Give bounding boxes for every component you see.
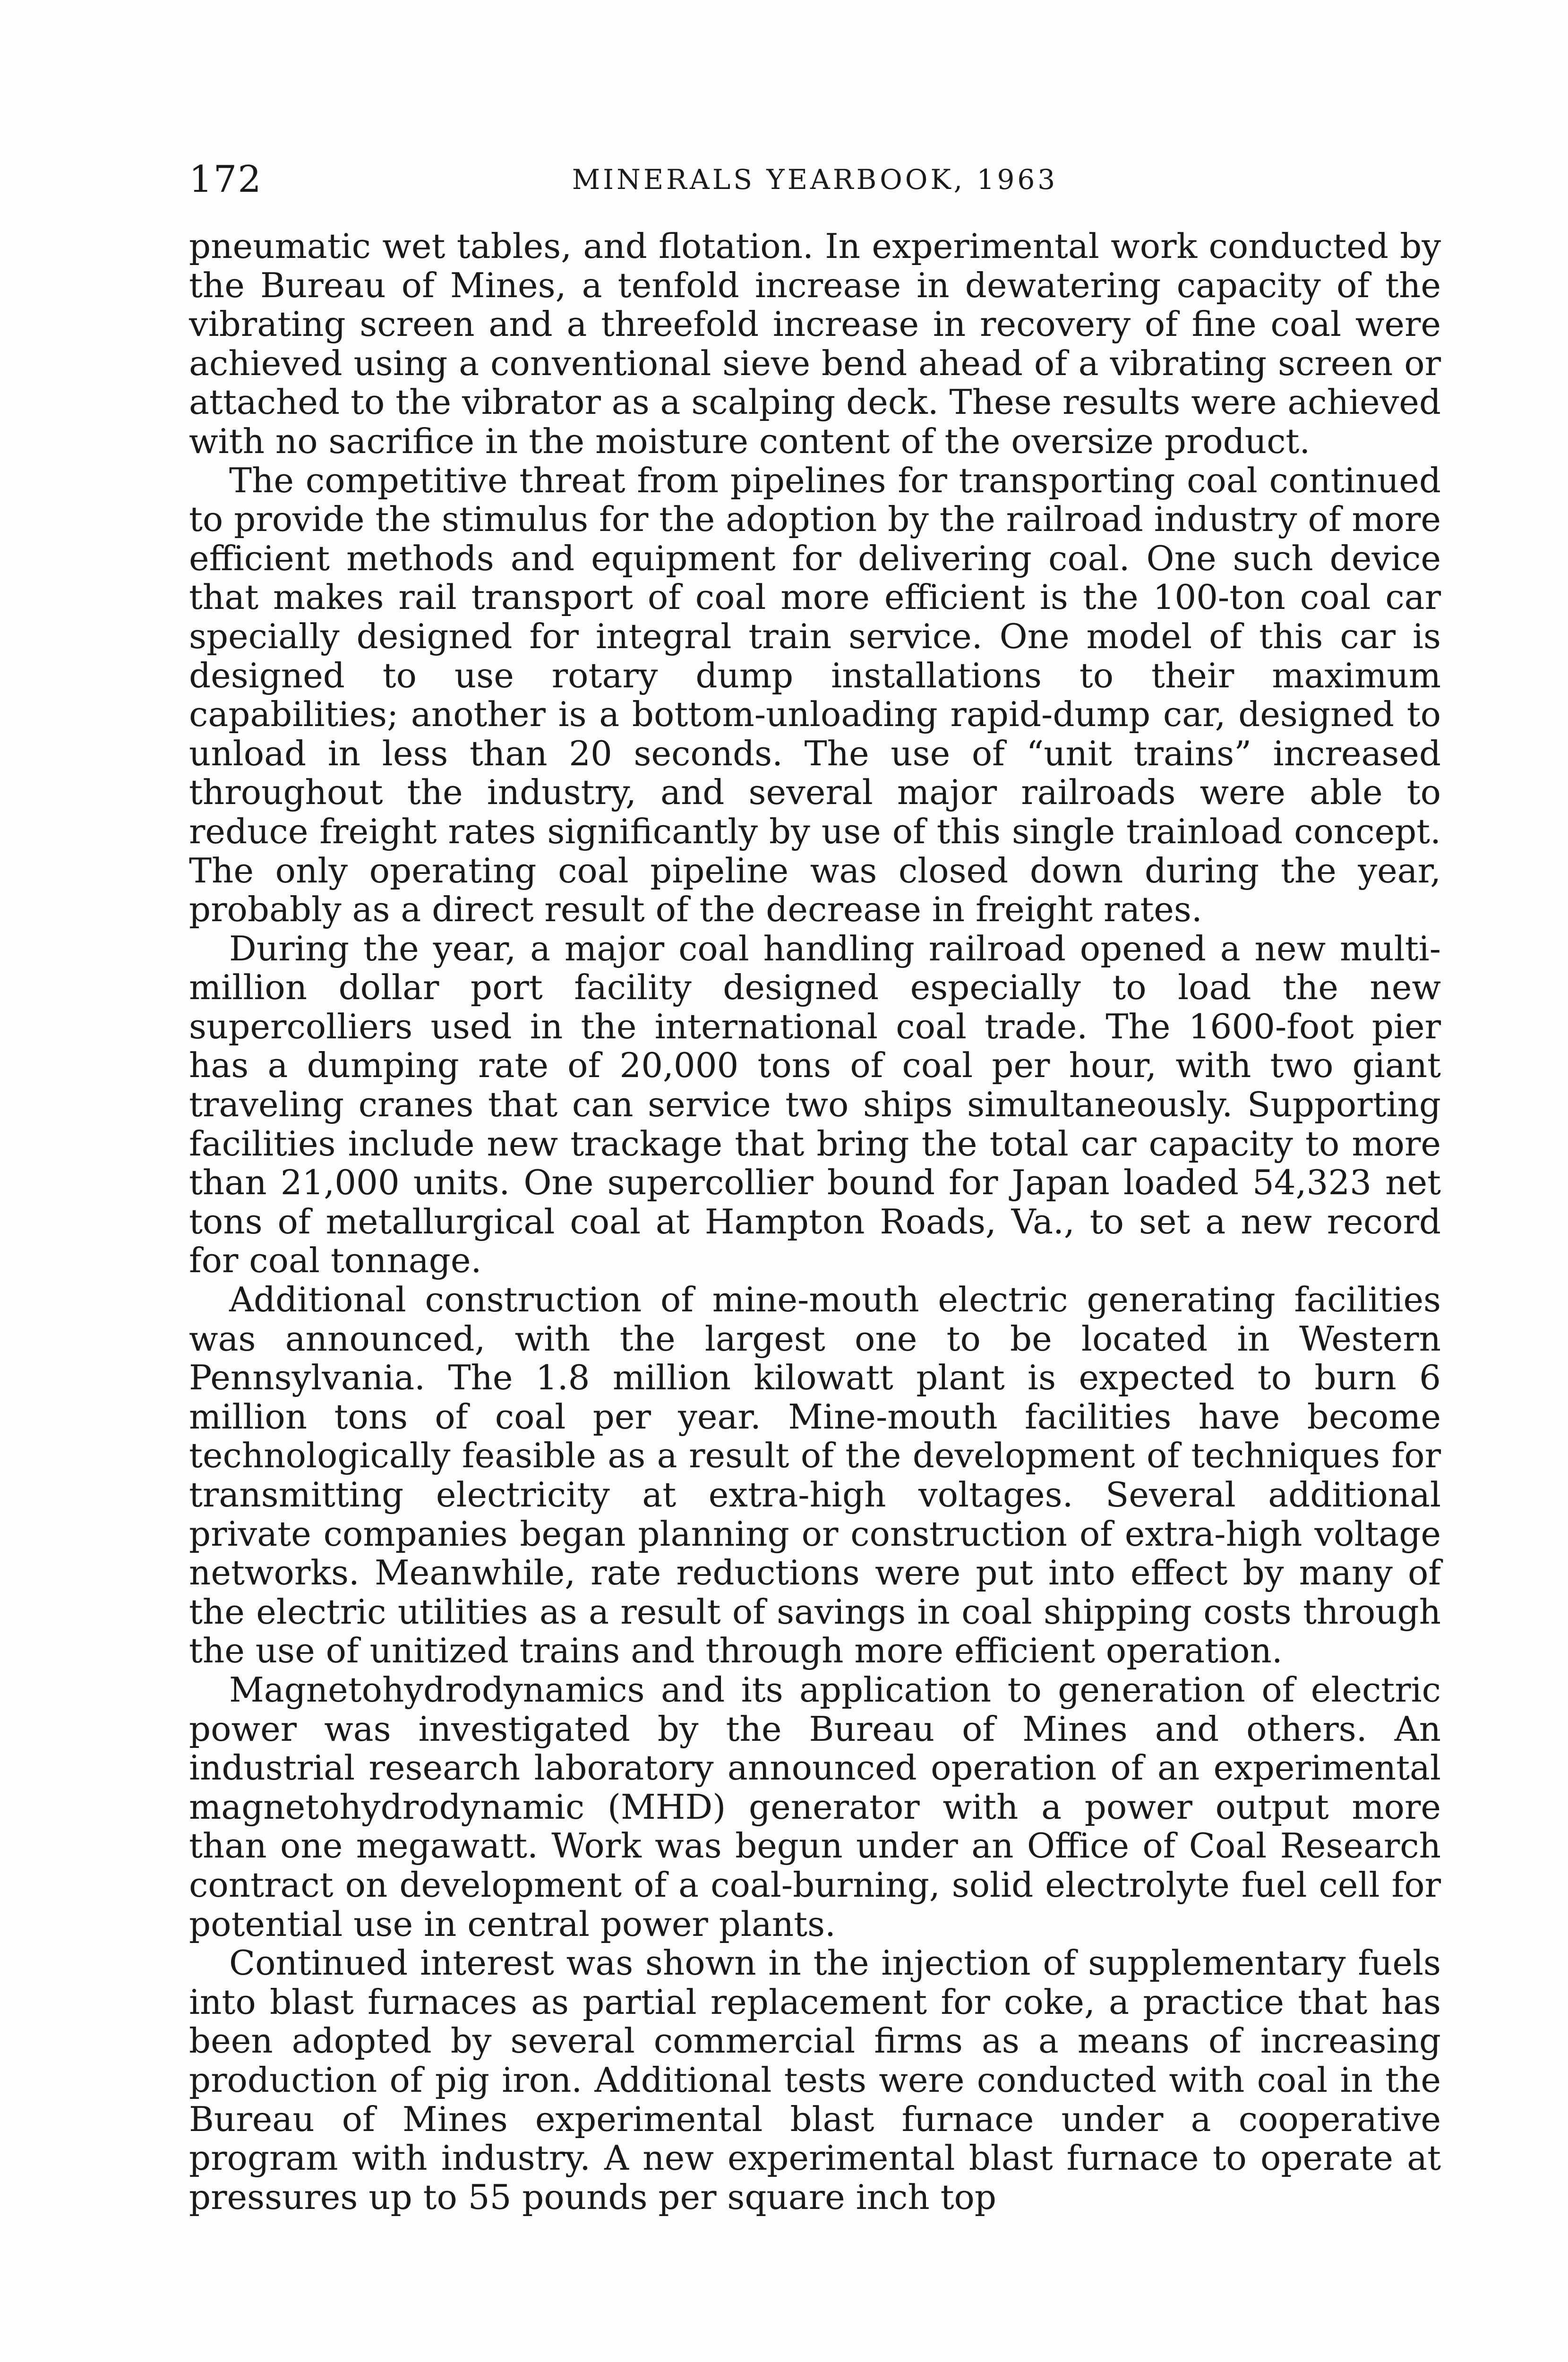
paragraph: The competitive threat from pipelines for transporting coal continued to provide the stimulus for the adoption by the railroad industry of more efficient methods and equipment for delivering coal. One such device that makes rail transport of coal more efficient is the 100-ton coal car specially designed for integral train service. One model of this car is designed to use rotary dump installations to their maximum capabilities; another is a bottom-unloading rapid-dump car, designed to unload in less than 20 seconds. The use of “unit trains” increased throughout the industry, and several major railroads were able to reduce freight rates significantly by use of this single trainload concept. The only operating coal pipeline was closed down during the year, probably as a direct result of the decrease in freight rates. [189,460,1441,930]
paragraph: pneumatic wet tables, and flotation. In experimental work conducted by the Bureau of Mines, a tenfold increase in dewatering capacity of the vibrating screen and a threefold increase in recovery of fine coal were achieved using a conventional sieve bend ahead of a vibrating screen or attached to the vibrator as a scalping deck. These results were achieved with no sacrifice in the moisture content of the oversize product. [189,226,1441,461]
running-head: MINERALS YEARBOOK, 1963 [572,163,1058,196]
page-header [189,156,1441,203]
paragraph: During the year, a major coal handling railroad opened a new multi-million dollar port facility designed especially to load the new supercolliers used in the international coal trade. The 1600-foot pier has a dumping rate of 20,000 tons of coal per hour, with two giant traveling cranes that can service two ships simultaneously. Supporting facilities include new trackage that bring the total car capacity to more than 21,000 units. One supercollier bound for Japan loaded 54,323 net tons of metallurgical coal at Hampton Roads, Va., to set a new record for coal tonnage. [189,928,1441,1281]
paragraph: Additional construction of mine-mouth electric generating facilities was announced, with the largest one to be located in Western Pennsylvania. The 1.8 million kilowatt plant is expected to burn 6 million tons of coal per year. Mine-mouth facilities have become technologically feasible as a result of the development of techniques for transmitting electricity at extra-high voltages. Several additional private companies began planning or construction of extra-high voltage networks. Meanwhile, rate reductions were put into effect by many of the electric utilities as a result of savings in coal shipping costs through the use of unitized trains and through more efficient operation. [189,1280,1441,1671]
page-number: 172 [189,158,262,201]
paragraph: Continued interest was shown in the injection of supplementary fuels into blast furnaces as partial replacement for coke, a practice that has been adopted by several commercial firms as a means of increasing production of pig iron. Additional tests were conducted with coal in the Bureau of Mines experimental blast furnace under a cooperative program with industry. A new experimental blast furnace to operate at pressures up to 55 pounds per square inch top [189,1943,1441,2217]
body-text [189,227,1441,2217]
paragraph: Magnetohydrodynamics and its application to generation of electric power was investigated by the Bureau of Mines and others. An industrial research laboratory announced operation of an experimental magnetohydrodynamic (MHD) generator with a power output more than one megawatt. Work was begun under an Office of Coal Research contract on development of a coal-burning, solid electrolyte fuel cell for potential use in central power plants. [189,1669,1441,1944]
